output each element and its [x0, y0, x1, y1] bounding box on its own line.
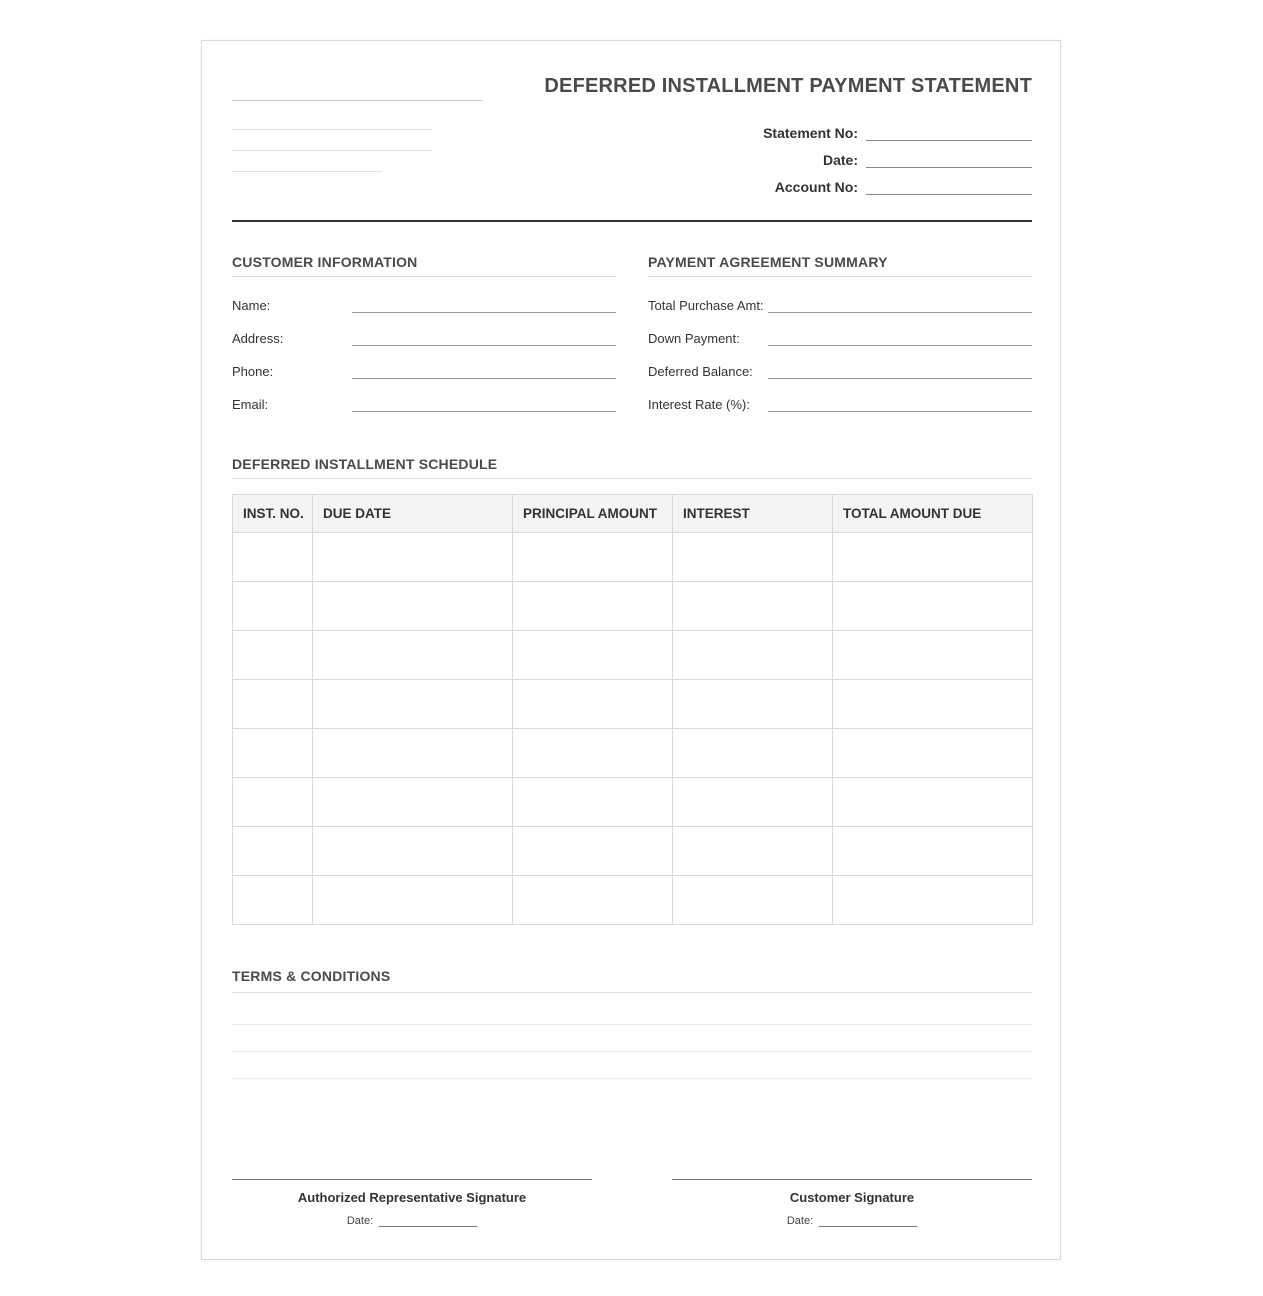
- agreement-summary-heading: PAYMENT AGREEMENT SUMMARY: [648, 254, 888, 270]
- terms-line[interactable]: [232, 1078, 1032, 1079]
- down-payment-field[interactable]: [768, 345, 1032, 346]
- down-payment-label: Down Payment:: [648, 331, 740, 346]
- deferred-balance-label: Deferred Balance:: [648, 364, 753, 379]
- table-cell[interactable]: [313, 778, 513, 827]
- address-label: Address:: [232, 331, 284, 346]
- customer-date-field[interactable]: [819, 1216, 917, 1227]
- phone-label: Phone:: [232, 364, 274, 379]
- statement-page: [201, 40, 1061, 1260]
- table-cell[interactable]: [833, 729, 1033, 778]
- representative-date-label: Date:: [346, 1215, 374, 1227]
- representative-date-field[interactable]: [379, 1216, 477, 1227]
- total-purchase-field[interactable]: [768, 312, 1032, 313]
- table-cell[interactable]: [673, 827, 833, 876]
- table-cell[interactable]: [673, 533, 833, 582]
- statement-no-field[interactable]: [866, 140, 1032, 141]
- schedule-body: [233, 533, 1033, 925]
- table-cell[interactable]: [673, 582, 833, 631]
- agreement-summary-rule: [648, 276, 1032, 277]
- table-cell[interactable]: [673, 631, 833, 680]
- table-cell[interactable]: [233, 680, 313, 729]
- company-name-line: [232, 100, 482, 101]
- date-row: [732, 152, 1032, 179]
- document-title: DEFERRED INSTALLMENT PAYMENT STATEMENT: [544, 75, 1032, 97]
- terms-rule: [232, 992, 1032, 993]
- table-cell[interactable]: [673, 680, 833, 729]
- table-row: [233, 631, 1033, 680]
- table-cell[interactable]: [313, 582, 513, 631]
- table-cell[interactable]: [313, 533, 513, 582]
- table-cell[interactable]: [233, 827, 313, 876]
- phone-field[interactable]: [352, 378, 616, 379]
- table-cell[interactable]: [313, 827, 513, 876]
- total-purchase-label: Total Purchase Amt:: [648, 298, 764, 313]
- table-row: [233, 778, 1033, 827]
- table-cell[interactable]: [313, 680, 513, 729]
- date-label: Date:: [822, 152, 858, 168]
- table-cell[interactable]: [513, 533, 673, 582]
- table-cell[interactable]: [513, 827, 673, 876]
- table-cell[interactable]: [233, 582, 313, 631]
- customer-signature-line[interactable]: [672, 1179, 1032, 1180]
- table-cell[interactable]: [833, 582, 1033, 631]
- customer-signature-label: Customer Signature: [789, 1190, 915, 1205]
- representative-signature-block: [232, 1179, 592, 1227]
- table-row: [233, 582, 1033, 631]
- terms-heading: TERMS & CONDITIONS: [232, 968, 391, 984]
- table-cell[interactable]: [833, 876, 1033, 925]
- col-header-principal: PRINCIPAL AMOUNT: [513, 495, 673, 533]
- table-header-row: [233, 495, 1033, 533]
- table-cell[interactable]: [233, 631, 313, 680]
- customer-date-row: [672, 1215, 1032, 1227]
- company-address-line: [232, 129, 432, 130]
- customer-info-rule: [232, 276, 616, 277]
- table-row: [233, 876, 1033, 925]
- table-cell[interactable]: [833, 680, 1033, 729]
- account-no-label: Account No:: [774, 179, 858, 195]
- interest-rate-label: Interest Rate (%):: [648, 397, 750, 412]
- installment-schedule-table: [232, 494, 1033, 925]
- table-cell[interactable]: [313, 876, 513, 925]
- col-header-total-due: TOTAL AMOUNT DUE: [833, 495, 1033, 533]
- table-cell[interactable]: [313, 631, 513, 680]
- statement-no-label: Statement No:: [763, 125, 858, 141]
- schedule-rule: [232, 478, 1032, 479]
- table-cell[interactable]: [513, 778, 673, 827]
- table-cell[interactable]: [233, 876, 313, 925]
- customer-info-heading: CUSTOMER INFORMATION: [232, 254, 418, 270]
- table-row: [233, 827, 1033, 876]
- customer-date-label: Date:: [786, 1215, 814, 1227]
- representative-date-row: [232, 1215, 592, 1227]
- account-no-row: [732, 179, 1032, 206]
- email-label: Email:: [232, 397, 269, 412]
- terms-line[interactable]: [232, 1051, 1032, 1052]
- table-cell[interactable]: [233, 729, 313, 778]
- account-no-field[interactable]: [866, 194, 1032, 195]
- name-field[interactable]: [352, 312, 616, 313]
- deferred-balance-field[interactable]: [768, 378, 1032, 379]
- header-divider: [232, 220, 1032, 222]
- representative-signature-line[interactable]: [232, 1179, 592, 1180]
- table-cell[interactable]: [673, 778, 833, 827]
- col-header-due-date: DUE DATE: [313, 495, 513, 533]
- customer-signature-block: [672, 1179, 1032, 1227]
- page-content: [232, 41, 1032, 1259]
- table-row: [233, 533, 1033, 582]
- table-cell[interactable]: [233, 533, 313, 582]
- table-row: [233, 729, 1033, 778]
- table-cell[interactable]: [833, 533, 1033, 582]
- representative-signature-label: Authorized Representative Signature: [297, 1190, 527, 1205]
- table-cell[interactable]: [313, 729, 513, 778]
- col-header-interest: INTEREST: [673, 495, 833, 533]
- name-label: Name:: [232, 298, 271, 313]
- company-contact-line: [232, 171, 382, 172]
- terms-line[interactable]: [232, 1024, 1032, 1025]
- schedule-heading: DEFERRED INSTALLMENT SCHEDULE: [232, 456, 498, 472]
- table-row: [233, 680, 1033, 729]
- table-cell[interactable]: [513, 582, 673, 631]
- table-cell[interactable]: [513, 876, 673, 925]
- date-field[interactable]: [866, 167, 1032, 168]
- table-cell[interactable]: [833, 827, 1033, 876]
- interest-rate-field[interactable]: [768, 411, 1032, 412]
- table-cell[interactable]: [833, 778, 1033, 827]
- table-cell[interactable]: [233, 778, 313, 827]
- table-cell[interactable]: [513, 729, 673, 778]
- statement-no-row: [732, 125, 1032, 152]
- company-address-line: [232, 150, 432, 151]
- table-cell[interactable]: [513, 631, 673, 680]
- col-header-inst-no: INST. NO.: [233, 495, 313, 533]
- address-field[interactable]: [352, 345, 616, 346]
- table-cell[interactable]: [513, 680, 673, 729]
- table-cell[interactable]: [833, 631, 1033, 680]
- email-field[interactable]: [352, 411, 616, 412]
- table-cell[interactable]: [673, 876, 833, 925]
- table-cell[interactable]: [673, 729, 833, 778]
